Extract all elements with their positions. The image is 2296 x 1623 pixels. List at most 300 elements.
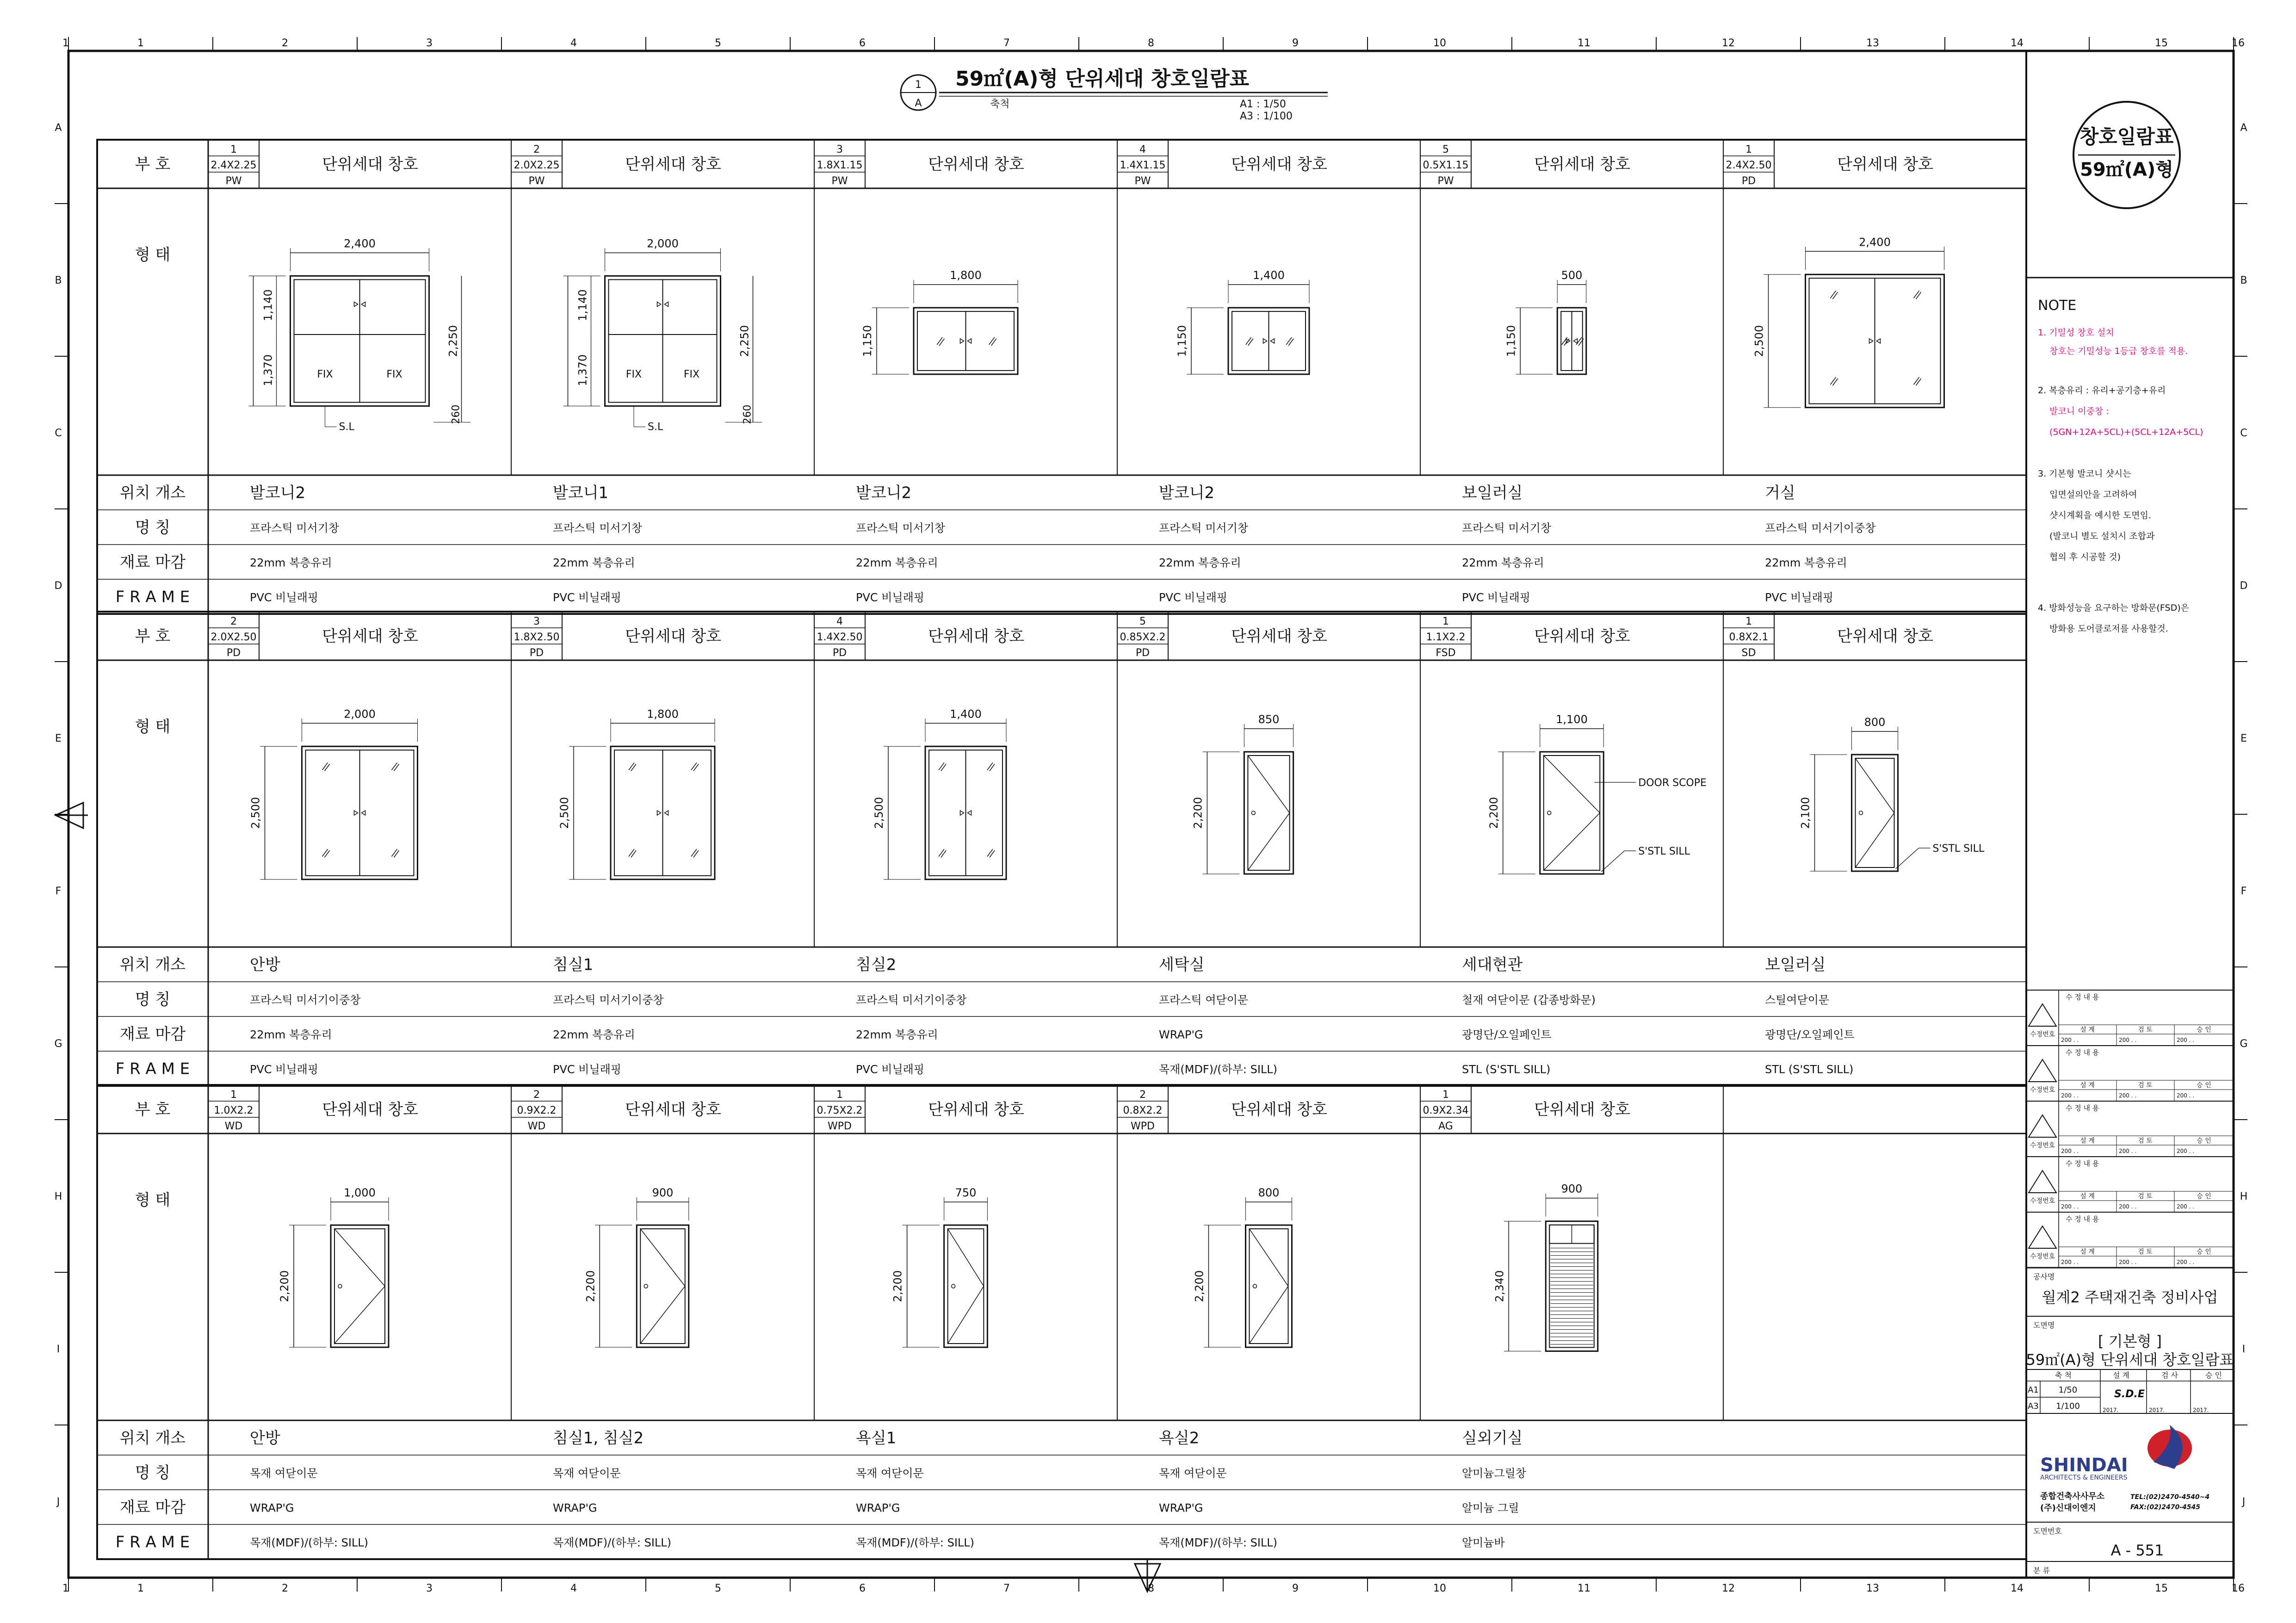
location-value: 침실2 — [856, 955, 897, 974]
fix-label: FIX — [625, 368, 642, 380]
dimension-width: 500 — [1561, 269, 1583, 282]
grid-col-label-bottom: 2 — [282, 1583, 288, 1594]
title-scale-a3: A3 : 1/100 — [1240, 111, 1293, 122]
door-swing — [1856, 758, 1894, 867]
grid-col-label-bottom: 7 — [1003, 1583, 1010, 1594]
grid-col-label-bottom: 6 — [859, 1583, 866, 1594]
note-line: 발코니 이중창 : — [2049, 406, 2109, 416]
dimension-height: 2,200 — [891, 1270, 904, 1302]
schedule-cell — [208, 140, 471, 604]
row-label-shape: 형 태 — [135, 1191, 171, 1209]
mark-number: 3 — [836, 144, 843, 155]
frame-inner — [640, 1229, 685, 1344]
window-elevation — [861, 269, 1018, 374]
grid-col-label-top: 11 — [1578, 37, 1590, 49]
mark-number: 1 — [1745, 144, 1752, 155]
name-value: 목재 여닫이문 — [856, 1467, 924, 1480]
band-outline — [97, 1085, 2026, 1559]
sheet-number: A - 551 — [2110, 1542, 2164, 1559]
revision-approve: 승 인 — [2197, 1082, 2211, 1089]
grid-col-label-bottom: 13 — [1866, 1583, 1879, 1594]
door-swing — [1248, 756, 1289, 870]
drawing-name-line1: [ 기본형 ] — [2098, 1332, 2162, 1350]
grid-col-label-top: 15 — [2155, 37, 2168, 49]
grid-col-label-top: 1 — [137, 37, 144, 49]
unit-label: 단위세대 창호 — [1231, 1100, 1327, 1119]
frame-inner — [1856, 758, 1894, 867]
mark-number: 1 — [1442, 1089, 1449, 1101]
grid-col-label-bottom: 15 — [2155, 1583, 2168, 1594]
a1-scale: 1/50 — [2058, 1385, 2078, 1395]
scale-header: 축 척 — [2055, 1371, 2072, 1380]
schedule-cell — [511, 140, 762, 604]
mark-size: 2.0X2.50 — [210, 632, 257, 643]
revision-date: 200 . . — [2177, 1259, 2195, 1265]
schedule-band — [97, 140, 2026, 614]
glass-mark — [631, 764, 636, 771]
review-date: 2017. — [2149, 1407, 2165, 1413]
title-scale-label: 축척 — [990, 99, 1010, 110]
frame-outline — [331, 1225, 389, 1347]
dimension-width: 2,400 — [344, 237, 376, 250]
dimension-height: 2,500 — [873, 797, 885, 829]
note-line: 3. 기본형 발코니 샷시는 — [2038, 469, 2131, 479]
material-value: 광명단/오일페인트 — [1462, 1028, 1552, 1041]
grid-col-label-bottom: 1 — [62, 1583, 69, 1594]
schedule-cell — [814, 612, 1024, 1076]
note-title: NOTE — [2038, 297, 2077, 314]
row-label-name: 명 칭 — [135, 1463, 171, 1482]
grid-col-label-top: 4 — [570, 37, 577, 49]
grid-row-label-right: B — [2240, 275, 2247, 286]
revision-row — [2026, 1212, 2234, 1268]
mark-size: 1.0X2.2 — [214, 1105, 254, 1116]
mark-number: 1 — [1745, 616, 1752, 627]
title-text: 59㎡(A)형 단위세대 창호일람표 — [955, 67, 1250, 91]
company-korean-2: (주)신대이엔지 — [2040, 1503, 2096, 1513]
mark-size: 0.9X2.34 — [1423, 1105, 1469, 1116]
unit-label: 단위세대 창호 — [322, 155, 418, 174]
dimension-height: 1,150 — [1504, 325, 1518, 357]
revision-triangle-icon — [2029, 1171, 2056, 1193]
revision-date: 200 . . — [2177, 1092, 2195, 1099]
grid-col-label-bottom: 5 — [715, 1583, 721, 1594]
material-value: 22mm 복층유리 — [553, 1028, 635, 1041]
schedule-cell — [1117, 1085, 1327, 1549]
mark-number: 2 — [1139, 1089, 1146, 1101]
glass-mark — [990, 850, 995, 857]
dimension-width: 1,400 — [950, 707, 982, 721]
revision-mark-label: 수정번호 — [2030, 1253, 2055, 1260]
frame-value: PVC 비닐래핑 — [250, 591, 319, 604]
window-elevation — [584, 1186, 689, 1347]
project-label: 공사명 — [2033, 1272, 2055, 1281]
unit-label: 단위세대 창호 — [1534, 627, 1630, 646]
unit-label: 단위세대 창호 — [1837, 627, 1933, 646]
frame-value: PVC 비닐래핑 — [856, 591, 925, 604]
glass-mark — [941, 764, 946, 771]
schedule-band — [97, 612, 2026, 1086]
frame-value: 목재(MDF)/(하부: SILL) — [553, 1536, 672, 1549]
frame-outline — [1540, 752, 1604, 874]
note-list — [2038, 328, 2203, 634]
revision-design: 설 계 — [2080, 1248, 2095, 1256]
frame-value: 목재(MDF)/(하부: SILL) — [250, 1536, 369, 1549]
row-label-frame: F R A M E — [115, 1059, 190, 1078]
note-line: 협의 후 시공할 것) — [2049, 552, 2121, 562]
glass-mark — [939, 762, 944, 770]
door-handle — [1251, 811, 1255, 815]
revision-triangle-icon — [2029, 1226, 2056, 1248]
glass-mark — [392, 762, 397, 770]
glass-mark — [394, 764, 399, 771]
material-value: 22mm 복층유리 — [1159, 556, 1241, 570]
mark-size: 0.8X2.2 — [1123, 1105, 1163, 1116]
schedule-cell — [511, 612, 721, 1076]
grid-col-label-bottom: 16 — [2232, 1583, 2245, 1594]
dimension-height: 2,200 — [584, 1270, 597, 1302]
frame-inner — [1248, 756, 1289, 870]
name-value: 프라스틱 미서기이중창 — [856, 993, 967, 1007]
glass-mark — [937, 337, 942, 345]
revision-date: 200 . . — [2177, 1037, 2195, 1043]
dimension-width: 2,000 — [647, 237, 679, 250]
company-korean-1: 종합건축사사무소 — [2040, 1492, 2105, 1501]
note-line: 1. 기밀성 창호 설치 — [2038, 328, 2114, 338]
mark-type: PD — [832, 647, 847, 659]
grid-col-label-top: 7 — [1003, 37, 1010, 49]
mark-type: PD — [1135, 647, 1150, 659]
dimension-height: 2,200 — [278, 1270, 291, 1302]
note-line: 창호는 기밀성능 1등급 창호를 적용. — [2049, 346, 2188, 356]
grid-col-label-bottom: 11 — [1578, 1583, 1590, 1594]
grid-col-label-top: 10 — [1433, 37, 1446, 49]
grid-row-label-left: E — [55, 733, 62, 744]
glass-mark — [394, 850, 399, 857]
glass-mark — [693, 850, 699, 857]
mark-type: PW — [225, 175, 242, 187]
revision-content-label: 수 정 내 용 — [2066, 1215, 2099, 1223]
grid-col-label-bottom: 3 — [426, 1583, 433, 1594]
dimension-width: 800 — [1864, 716, 1886, 729]
grid-col-label-bottom: 4 — [570, 1583, 577, 1594]
location-value: 보일러실 — [1765, 955, 1826, 974]
dimension-upper: 1,140 — [261, 289, 275, 322]
dimension-sill: 260 — [450, 404, 462, 424]
window-schedule-table — [97, 140, 2026, 1559]
window-elevation — [891, 1186, 988, 1347]
revision-review: 검 토 — [2138, 1193, 2153, 1200]
location-value: 세탁실 — [1159, 955, 1205, 974]
window-elevation — [1176, 269, 1309, 374]
mark-type: WD — [527, 1121, 546, 1132]
glass-mark — [990, 764, 995, 771]
mark-number: 2 — [533, 1089, 540, 1101]
revision-review: 검 토 — [2138, 1082, 2153, 1089]
name-value: 프라스틱 미서기이중창 — [1765, 521, 1876, 535]
note-line: 2. 복층유리 : 유리+공기층+유리 — [2038, 385, 2166, 396]
material-value: 22mm 복층유리 — [1765, 556, 1847, 570]
row-label-material: 재료 마감 — [119, 1498, 186, 1517]
mark-size: 0.9X2.2 — [517, 1105, 557, 1116]
revision-design: 설 계 — [2080, 1193, 2095, 1200]
mark-size: 1.8X1.15 — [817, 160, 863, 171]
material-value: WRAP'G — [250, 1501, 294, 1515]
mark-number: 1 — [1442, 616, 1449, 627]
company-logo — [2040, 1425, 2192, 1481]
revision-review: 검 토 — [2138, 1248, 2153, 1256]
grid-row-label-left: A — [55, 122, 62, 134]
glass-mark — [941, 850, 946, 857]
dimension-height: 2,500 — [1752, 325, 1766, 357]
revision-review: 검 토 — [2138, 1137, 2153, 1145]
frame-outline — [944, 1225, 988, 1347]
name-value: 알미늄그릴창 — [1462, 1467, 1527, 1480]
revision-design: 설 계 — [2080, 1082, 2095, 1089]
sl-label: S.L — [648, 421, 663, 433]
unit-label: 단위세대 창호 — [1534, 1100, 1630, 1119]
grid-row-label-right: H — [2240, 1191, 2248, 1202]
material-value: 22mm 복층유리 — [1462, 556, 1544, 570]
name-value: 프라스틱 미서기이중창 — [250, 993, 361, 1007]
approve-date: 2017. — [2193, 1407, 2209, 1413]
glass-mark — [1831, 291, 1836, 298]
grid-col-label-top: 12 — [1722, 37, 1735, 49]
location-value: 욕실2 — [1159, 1429, 1200, 1448]
material-value: WRAP'G — [553, 1501, 597, 1515]
name-value: 프라스틱 미서기창 — [1159, 521, 1249, 535]
dimension-sill: 260 — [742, 404, 754, 424]
badge-title: 창호일람표 — [2079, 125, 2174, 148]
name-value: 목재 여닫이문 — [1159, 1467, 1227, 1480]
door-handle — [338, 1284, 342, 1288]
title-scale-a1: A1 : 1/50 — [1240, 99, 1286, 110]
mark-type: PD — [226, 647, 241, 659]
material-value: 22mm 복층유리 — [250, 1028, 332, 1041]
revision-date: 200 . . — [2061, 1203, 2079, 1210]
glass-mark — [1916, 378, 1921, 385]
revision-approve: 승 인 — [2197, 1026, 2211, 1034]
grid-col-label-bottom: 1 — [137, 1583, 144, 1594]
glass-mark — [1288, 339, 1293, 346]
glass-mark — [987, 762, 993, 770]
glass-mark — [1246, 337, 1251, 345]
grid-col-label-top: 13 — [1866, 37, 1879, 49]
revision-design: 설 계 — [2080, 1137, 2095, 1145]
name-value: 프라스틱 미서기창 — [250, 521, 340, 535]
classification-label: 분 류 — [2033, 1566, 2050, 1575]
door-handle — [1253, 1284, 1257, 1288]
grid-reference-ticks — [54, 37, 2247, 1594]
mark-number: 4 — [1139, 144, 1146, 155]
material-value: 22mm 복층유리 — [856, 556, 938, 570]
glass-mark — [987, 849, 993, 856]
material-value: WRAP'G — [1159, 1028, 1203, 1041]
mark-number: 2 — [230, 616, 237, 627]
row-label-frame: F R A M E — [115, 1533, 190, 1552]
mark-number: 3 — [533, 616, 540, 627]
sill-label: S'STL SILL — [1932, 843, 1985, 855]
frame-value: PVC 비닐래핑 — [1462, 591, 1531, 604]
location-value: 발코니2 — [1159, 483, 1215, 502]
door-scope-label: DOOR SCOPE — [1638, 777, 1707, 789]
fix-label: FIX — [386, 368, 402, 380]
mark-size: 2.0X2.25 — [514, 160, 560, 171]
grid-col-label-top: 14 — [2011, 37, 2024, 49]
frame-value: 목재(MDF)/(하부: SILL) — [1159, 1063, 1278, 1076]
drawing-name-line2: 59㎡(A)형 단위세대 창호일람표 — [2026, 1351, 2234, 1369]
revision-row — [2026, 1046, 2234, 1101]
glass-mark — [1833, 378, 1838, 385]
dimension-width: 850 — [1258, 713, 1280, 726]
schedule-cell — [1420, 1085, 1630, 1549]
location-value: 거실 — [1765, 483, 1795, 502]
door-swing — [948, 1229, 984, 1344]
revision-content-label: 수 정 내 용 — [2066, 1048, 2099, 1057]
material-value: 알미늄 그릴 — [1462, 1501, 1519, 1515]
dimension-height: 2,500 — [558, 797, 571, 829]
revision-date: 200 . . — [2119, 1259, 2137, 1265]
row-label-shape: 형 태 — [135, 718, 171, 736]
window-elevation — [563, 237, 762, 433]
name-value: 프라스틱 미서기이중창 — [553, 993, 664, 1007]
glass-mark — [691, 762, 697, 770]
unit-label: 단위세대 창호 — [625, 155, 721, 174]
dimension-height: 2,200 — [1193, 1270, 1206, 1302]
mark-size: 1.1X2.2 — [1426, 632, 1466, 643]
schedule-cell — [1117, 612, 1327, 1076]
glass-mark — [939, 339, 944, 346]
mark-type: PD — [1741, 175, 1756, 187]
unit-label: 단위세대 창호 — [928, 155, 1024, 174]
dimension-height: 1,150 — [1176, 325, 1188, 357]
mark-size: 2.4X2.50 — [1726, 160, 1772, 171]
door-swing — [1250, 1229, 1288, 1344]
fix-label: FIX — [317, 368, 333, 380]
grid-row-label-left: H — [54, 1191, 62, 1202]
location-value: 침실1 — [553, 955, 594, 974]
grid-row-label-left: J — [56, 1496, 60, 1508]
name-value: 목재 여닫이문 — [553, 1467, 621, 1480]
dimension-width: 2,400 — [1859, 235, 1891, 249]
mark-type: PW — [1437, 175, 1454, 187]
grid-col-label-bottom: 9 — [1292, 1583, 1299, 1594]
dimension-lower: 1,370 — [576, 354, 589, 386]
mark-type: PW — [1134, 175, 1151, 187]
dimension-upper: 1,140 — [576, 289, 589, 322]
dimension-height: 2,200 — [1487, 797, 1500, 829]
window-elevation — [558, 707, 715, 880]
mark-size: 0.5X1.15 — [1423, 160, 1469, 171]
mark-type: WPD — [828, 1121, 852, 1132]
note-line: (발코니 별도 설치시 조합과 — [2049, 531, 2155, 541]
revision-mark-label: 수정번호 — [2030, 1142, 2055, 1149]
material-value: WRAP'G — [1159, 1501, 1203, 1515]
badge-subtitle: 59㎡(A)형 — [2080, 159, 2173, 180]
glass-mark — [991, 339, 996, 346]
mark-number: 5 — [1139, 616, 1146, 627]
grid-row-label-right: D — [2240, 580, 2248, 592]
frame-value: 알미늄바 — [1462, 1536, 1505, 1549]
grid-row-label-right: E — [2240, 733, 2247, 744]
grid-col-label-top: 3 — [426, 37, 433, 49]
glass-mark — [322, 849, 328, 856]
unit-label: 단위세대 창호 — [322, 627, 418, 646]
material-value: 22mm 복층유리 — [553, 556, 635, 570]
grid-col-label-top: 1 — [62, 37, 69, 49]
mark-type: WD — [224, 1121, 243, 1132]
schedule-cell — [1420, 612, 1707, 1076]
name-value: 프라스틱 미서기창 — [553, 521, 643, 535]
window-elevation — [1191, 713, 1293, 874]
glass-mark — [1914, 377, 1919, 384]
note-line: 4. 방화성능을 요구하는 방화문(FSD)은 — [2038, 603, 2189, 613]
unit-label: 단위세대 창호 — [1231, 627, 1327, 646]
company-fax: FAX:(02)2470-4545 — [2130, 1504, 2201, 1511]
frame-outline — [1246, 1225, 1292, 1347]
dimension-height: 2,340 — [1493, 1270, 1506, 1302]
unit-label: 단위세대 창호 — [928, 627, 1024, 646]
mark-type: SD — [1741, 647, 1756, 659]
location-value: 실외기실 — [1462, 1429, 1523, 1448]
mark-number: 2 — [533, 144, 540, 155]
glass-mark — [693, 764, 699, 771]
revision-mark-label: 수정번호 — [2030, 1031, 2055, 1038]
window-elevation — [1193, 1186, 1292, 1347]
glass-mark — [691, 849, 697, 856]
name-value: 프라스틱 여닫이문 — [1159, 993, 1249, 1007]
dimension-height: 2,250 — [738, 325, 751, 357]
grid-row-label-left: I — [56, 1344, 60, 1355]
unit-label: 단위세대 창호 — [1534, 155, 1630, 174]
designer-initials: S.D.E — [2114, 1388, 2145, 1400]
schedule-cell — [208, 612, 418, 1076]
dimension-width: 900 — [1561, 1182, 1583, 1196]
glass-mark — [322, 762, 328, 770]
a3-label: A3 — [2028, 1401, 2039, 1411]
mark-type: PW — [528, 175, 545, 187]
revision-row — [2026, 990, 2234, 1046]
frame-value: PVC 비닐래핑 — [1159, 591, 1228, 604]
name-value: 프라스틱 미서기창 — [856, 521, 946, 535]
grid-col-label-top: 6 — [859, 37, 866, 49]
frame-value: STL (S'STL SILL) — [1765, 1063, 1854, 1076]
window-elevation — [249, 237, 471, 433]
fix-label: FIX — [683, 368, 700, 380]
mark-size: 2.4X2.25 — [210, 160, 257, 171]
revision-design: 설 계 — [2080, 1026, 2095, 1034]
grid-col-label-top: 16 — [2232, 37, 2245, 49]
frame-value: 목재(MDF)/(하부: SILL) — [1159, 1536, 1278, 1549]
mark-type: FSD — [1436, 647, 1456, 659]
window-elevation — [1487, 713, 1707, 874]
dimension-width: 750 — [955, 1186, 977, 1199]
location-value: 발코니1 — [553, 483, 609, 502]
band-outline — [97, 612, 2026, 1086]
dimension-width: 1,100 — [1556, 713, 1588, 726]
revision-date: 200 . . — [2119, 1148, 2137, 1154]
grid-row-label-right: J — [2242, 1496, 2246, 1508]
unit-label: 단위세대 창호 — [1837, 155, 1933, 174]
note-line: (5GN+12A+5CL)+(5CL+12A+5CL) — [2049, 427, 2203, 437]
material-value: 광명단/오일페인트 — [1765, 1028, 1855, 1041]
frame-outline — [637, 1225, 689, 1347]
mark-size: 1.4X1.15 — [1120, 160, 1166, 171]
mark-size: 0.8X2.1 — [1729, 632, 1769, 643]
grid-row-label-left: G — [54, 1038, 62, 1050]
grid-col-label-bottom: 12 — [1722, 1583, 1735, 1594]
title-block — [2026, 51, 2234, 1578]
